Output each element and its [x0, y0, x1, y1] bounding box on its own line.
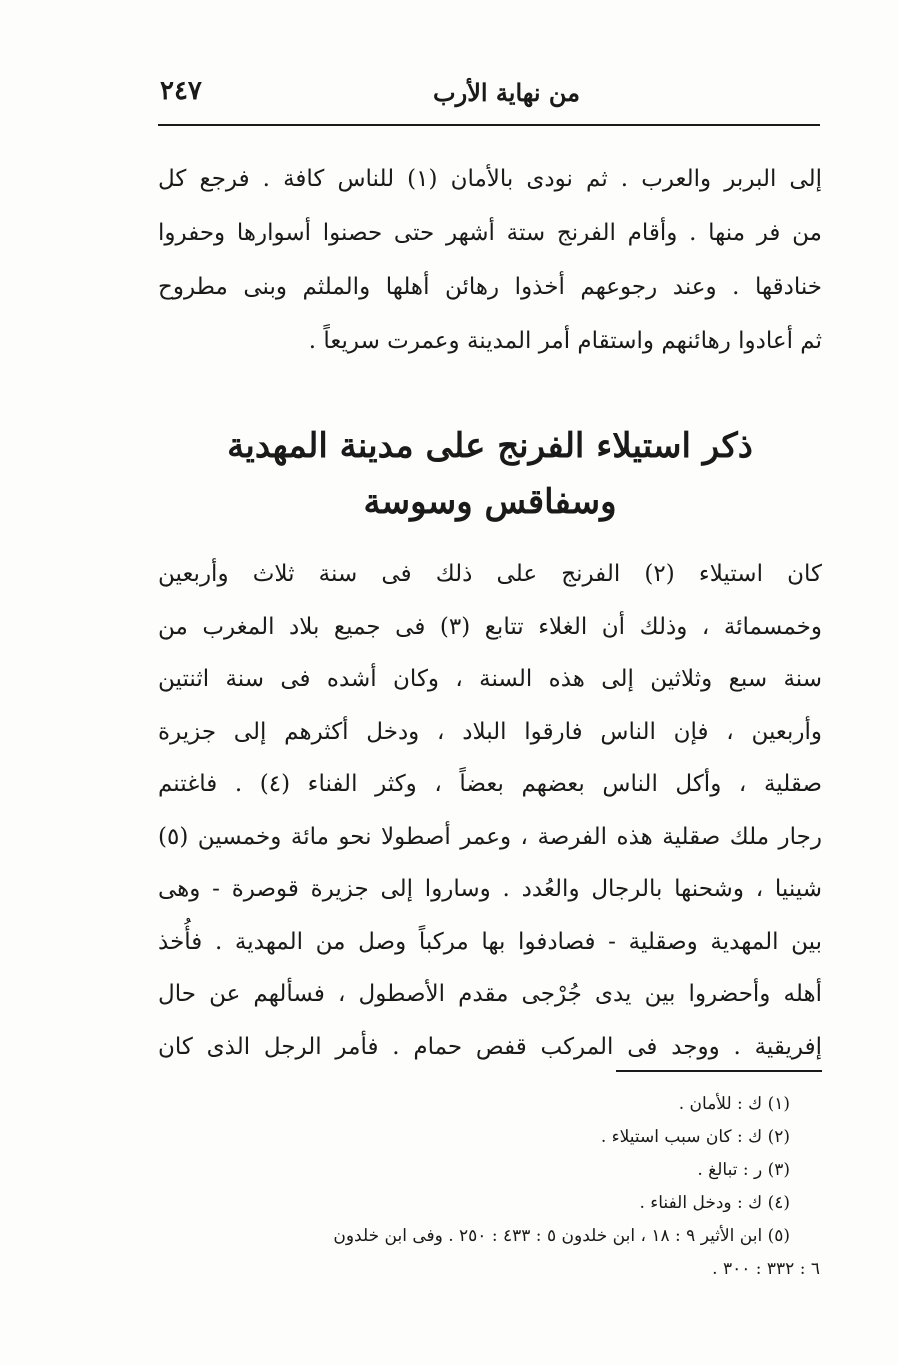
text-line: إفريقية . ووجد فى المركب قفص حمام . فأمر الرجل الذى كان	[158, 1033, 822, 1060]
text-line: خنادقها . وعند رجوعهم أخذوا رهائن أهلها والملثم وبنى مطروح	[158, 274, 822, 300]
section-heading	[158, 418, 822, 530]
paragraph-1	[158, 152, 822, 368]
section-heading-line-2: وسفاقس وسوسة	[363, 482, 617, 522]
text-line: بين المهدية وصقلية - فصادفوا بها مركباً وصل من المهدية . فأُخذ	[158, 928, 822, 955]
footnote-rule	[616, 1070, 822, 1072]
text-line: من فر منها . وأقام الفرنج ستة أشهر حتى حصنوا أسوارها وحفروا	[158, 220, 822, 246]
text-line: أهله وأحضروا بين يدى جُرْجى مقدم الأصطول ، فسألهم عن حال	[158, 981, 822, 1007]
paragraph-2	[158, 548, 822, 1073]
text-line: رجار ملك صقلية هذه الفرصة ، وعمر أصطولا نحو مائة وخمسين (٥)	[158, 823, 822, 850]
running-head	[160, 72, 820, 118]
text-line: شينيا ، وشحنها بالرجال والعُدد . وساروا إلى جزيرة قوصرة - وهى	[158, 876, 822, 902]
text-line: وأربعين ، فإن الناس فارقوا البلاد ، ودخل أكثرهم إلى جزيرة	[158, 718, 822, 745]
text-line: وخمسمائة ، وذلك أن الغلاء تتابع (٣) فى جميع بلاد المغرب من	[158, 613, 822, 640]
footnote-5-continued: ٦ : ٣٣٢ : ٣٠٠ .	[712, 1259, 820, 1279]
footnote-2: (٢) ك : كان سبب استيلاء .	[600, 1127, 790, 1147]
text-line: ثم أعادوا رهائنهم واستقام أمر المدينة وعمرت سريعاً .	[308, 328, 822, 354]
text-line: إلى البربر والعرب . ثم نودى بالأمان (١) للناس كافة . فرجع كل	[158, 166, 822, 192]
footnotes	[160, 1088, 820, 1286]
footnote-5: (٥) ابن الأثير ٩ : ١٨ ، ابن خلدون ٥ : ٤٣٣ : ٢٥٠ . وفى ابن خلدون	[333, 1226, 790, 1246]
page-number: ٢٤٧	[160, 76, 202, 106]
footnote-1: (١) ك : للأمان .	[678, 1094, 790, 1114]
text-line: كان استيلاء (٢) الفرنج على ذلك فى سنة ثلاث وأربعين	[158, 561, 822, 587]
footnote-4: (٤) ك : ودخل الفناء .	[639, 1193, 790, 1213]
section-heading-line-1: ذكر استيلاء الفرنج على مدينة المهدية	[227, 426, 753, 466]
text-line: سنة سبع وثلاثين إلى هذه السنة ، وكان أشده فى سنة اثنتين	[158, 666, 822, 692]
running-head-title: من نهاية الأرب	[433, 78, 580, 107]
footnote-3: (٣) ر : تبالغ .	[697, 1160, 790, 1180]
header-rule	[158, 124, 820, 126]
text-line: صقلية ، وأكل الناس بعضهم بعضاً ، وكثر الفناء (٤) . فاغتنم	[158, 771, 822, 797]
